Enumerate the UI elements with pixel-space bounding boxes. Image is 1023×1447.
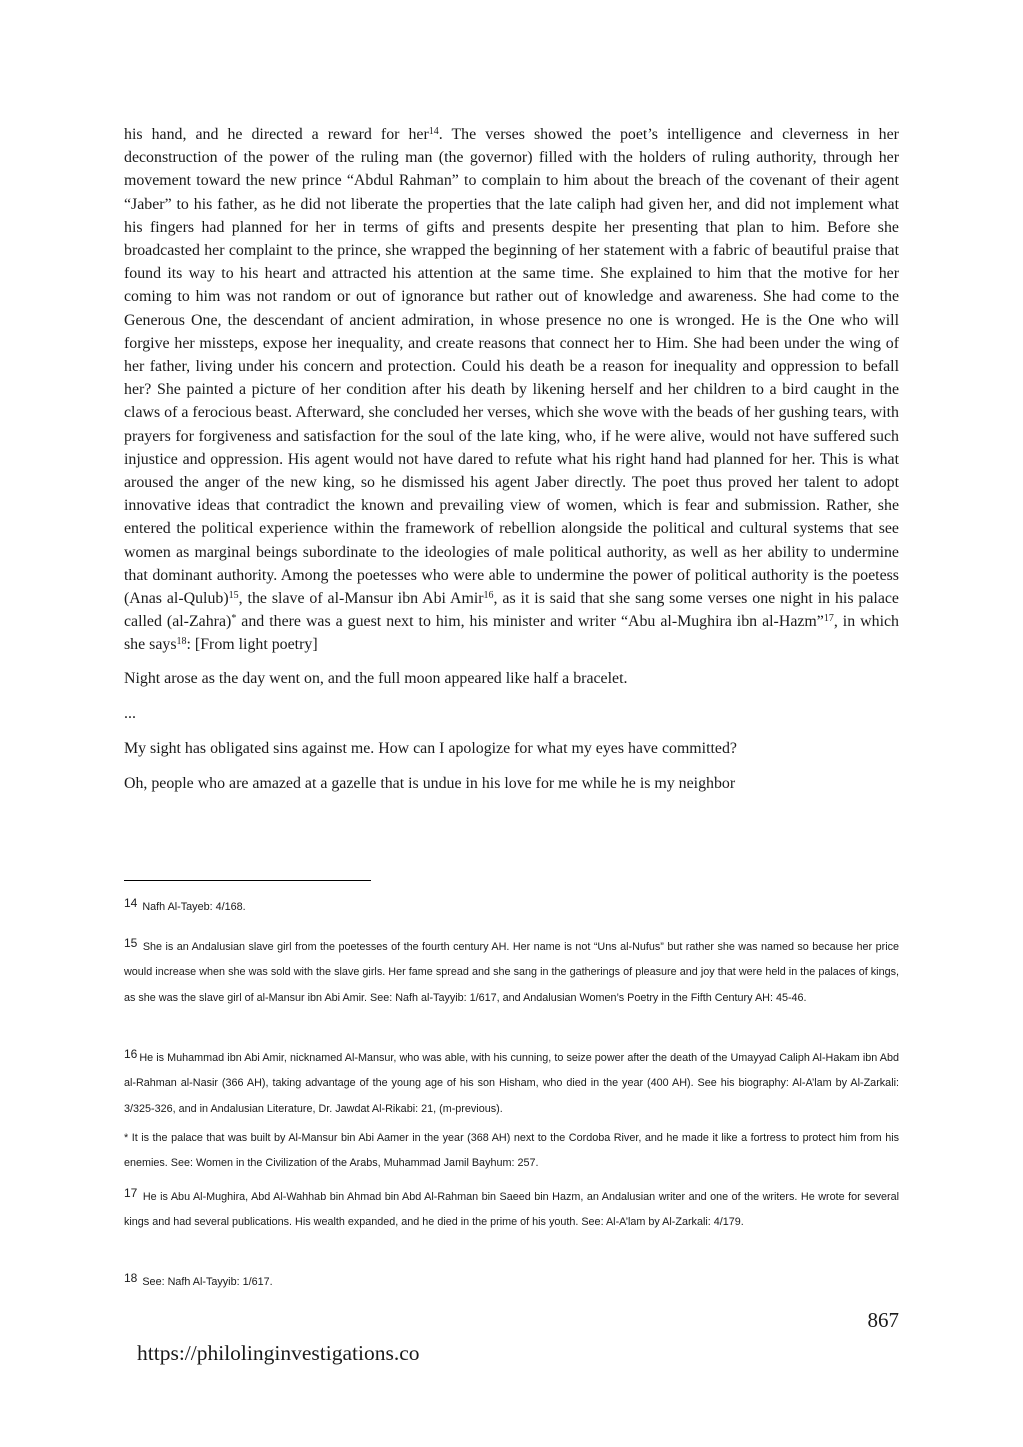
footnote-14 [124, 891, 899, 920]
footnote-16 [124, 1042, 899, 1122]
body-segment: , the slave of al-Mansur ibn Abi Amir [238, 590, 484, 608]
footnote-ref[interactable]: 16 [483, 590, 494, 602]
journal-url[interactable]: https://philolinginvestigations.co [137, 1341, 420, 1365]
footnote-text: Nafh Al-Tayeb: 4/168. [142, 901, 246, 913]
body-segment: , as it is said that she sang some verses one night in his palace called (al-Zahra) [124, 590, 899, 631]
footnote-ref[interactable]: 18 [176, 636, 187, 648]
verse-line: My sight has obligated sins against me. How can I apologize for what my eyes have committed? [124, 739, 737, 757]
verse-line: Night arose as the day went on, and the full moon appeared like half a bracelet. [124, 669, 628, 687]
footnote-text: She is an Andalusian slave girl from the poetesses of the fourth century AH. Her name is not “Uns al-Nufus” but rather she was named so because her price would increase when she was sold with the slave girls. Her fame spread and she sang in the gatherings of pleasure and joy that were held in the palaces of kings, as she was the slave girl of al-Mansur ibn Abi Amir. See: Nafh al-Tayyib: 1/617, and Andalusian Women’s Poetry in the Fifth Century AH: 45-46. [124, 941, 899, 1004]
footnote-number: 16 [124, 1047, 138, 1061]
footnote-ref[interactable]: 15 [228, 590, 239, 602]
body-paragraph [124, 123, 899, 657]
footnote-ref[interactable]: 14 [428, 126, 439, 137]
footnote-text: He is Muhammad ibn Abi Amir, nicknamed Al-Mansur, who was able, with his cunning, to seize power after the death of the Umayyad Caliph Al-Hakam ibn Abd al-Rahman al-Nasir (366 AH), taking advantage of the young age of his son Hisham, who died in the year (400 AH). See his biography: Al-A’lam by Al-Zarkali: 3/325-326, and in Andalusian Literature, Dr. Jawdat Al-Rikabi: 21, (m-previous). [124, 1052, 899, 1115]
body-segment: . The verses showed the poet’s intelligence and cleverness in her deconstruction of the power of the ruling man (the governor) filled with the holders of ruling authority, through her movement toward the new prince “Abdul Rahman” to complain to him about the breach of the covenant of their agent “Jaber” to his father, as he did not liberate the properties that the late caliph had given her, and did not implement what his fingers had planned for her in terms of gifts and presents despite her presenting that plan to him. Before she broadcasted her complaint to the prince, she wrapped the beginning of her statement with a fabric of beautiful praise that found its way to his heart and attracted his attention at the same time. She explained to him that the motive for her coming to him was not random or out of ignorance but rather out of knowledge and awareness. She had come to the Generous One, the descendant of ancient admiration, in whose presence no one is wronged. He is the One who will forgive her missteps, expose her inequality, and create reasons that connect her to Him. She had been under the wing of her father, living under his concern and protection. Could his death be a reason for inequality and oppression to befall her? She painted a picture of her condition after his death by likening herself and her children to a bird caught in the claws of a ferocious beast. Afterward, she concluded her verses, which she wove with the beads of her gushing tears, with prayers for forgiveness and satisfaction for the soul of the late king, who, if he were alive, would not have suffered such injustice and oppression. His agent would not have dared to refute what his right hand had planned for her. This is what aroused the anger of the new king, so he dismissed his agent Jaber directly. The poet thus proved her talent to adopt innovative ideas that contradict the known and prevailing view of women, which is fear and submission. Rather, she entered the political experience within the framework of rebellion alongside the political and cultural systems that see women as marginal beings subordinate to the ideologies of male political authority, as well as her ability to undermine that dominant authority. Among the poetesses who were able to undermine the power of political authority is the poetess (Anas al-Qulub) [124, 126, 899, 608]
footnote-text: * It is the palace that was built by Al-Mansur bin Abi Aamer in the year (368 AH) next to the Cordoba River, and he made it like a fortress to protect him from his enemies. See: Women in the Civilization of the Arabs, Muhammad Jamil Bayhum: 257. [124, 1132, 899, 1170]
footnote-number: 17 [124, 1186, 138, 1200]
body-segment: , in which she says [124, 613, 899, 654]
footnote-ref[interactable]: 17 [823, 613, 834, 625]
body-segment: his hand, and he directed a reward for her [124, 126, 429, 143]
footnote-15 [124, 931, 899, 1011]
verse-line: Oh, people who are amazed at a gazelle that is undue in his love for me while he is my neighbor [124, 774, 736, 792]
footnote-18 [124, 1266, 899, 1295]
body-segment: and there was a guest next to him, his minister and writer “Abu al-Mughira ibn al-Hazm” [236, 613, 824, 631]
footnote-star [124, 1126, 899, 1177]
main-content [124, 123, 899, 795]
footnote-17 [124, 1181, 899, 1236]
footnote-text: He is Abu Al-Mughira, Abd Al-Wahhab bin Ahmad bin Abd Al-Rahman bin Saeed bin Hazm, an Andalusian writer and one of the writers. He wrote for several kings and had several publications. His wealth expanded, and he died in the prime of his youth. See: Al-A’lam by Al-Zarkali: 4/179. [124, 1191, 899, 1229]
footnote-number: 18 [124, 1271, 138, 1285]
footnote-text: See: Nafh Al-Tayyib: 1/617. [142, 1276, 273, 1288]
footnote-ref[interactable]: * [231, 613, 237, 625]
footnote-number: 14 [124, 896, 138, 910]
footnote-separator [124, 880, 371, 881]
page-number: 867 [867, 1308, 899, 1332]
verse-ellipsis: ... [124, 704, 136, 722]
footnote-number: 15 [124, 936, 138, 950]
body-segment: : [From light poetry] [186, 636, 318, 654]
